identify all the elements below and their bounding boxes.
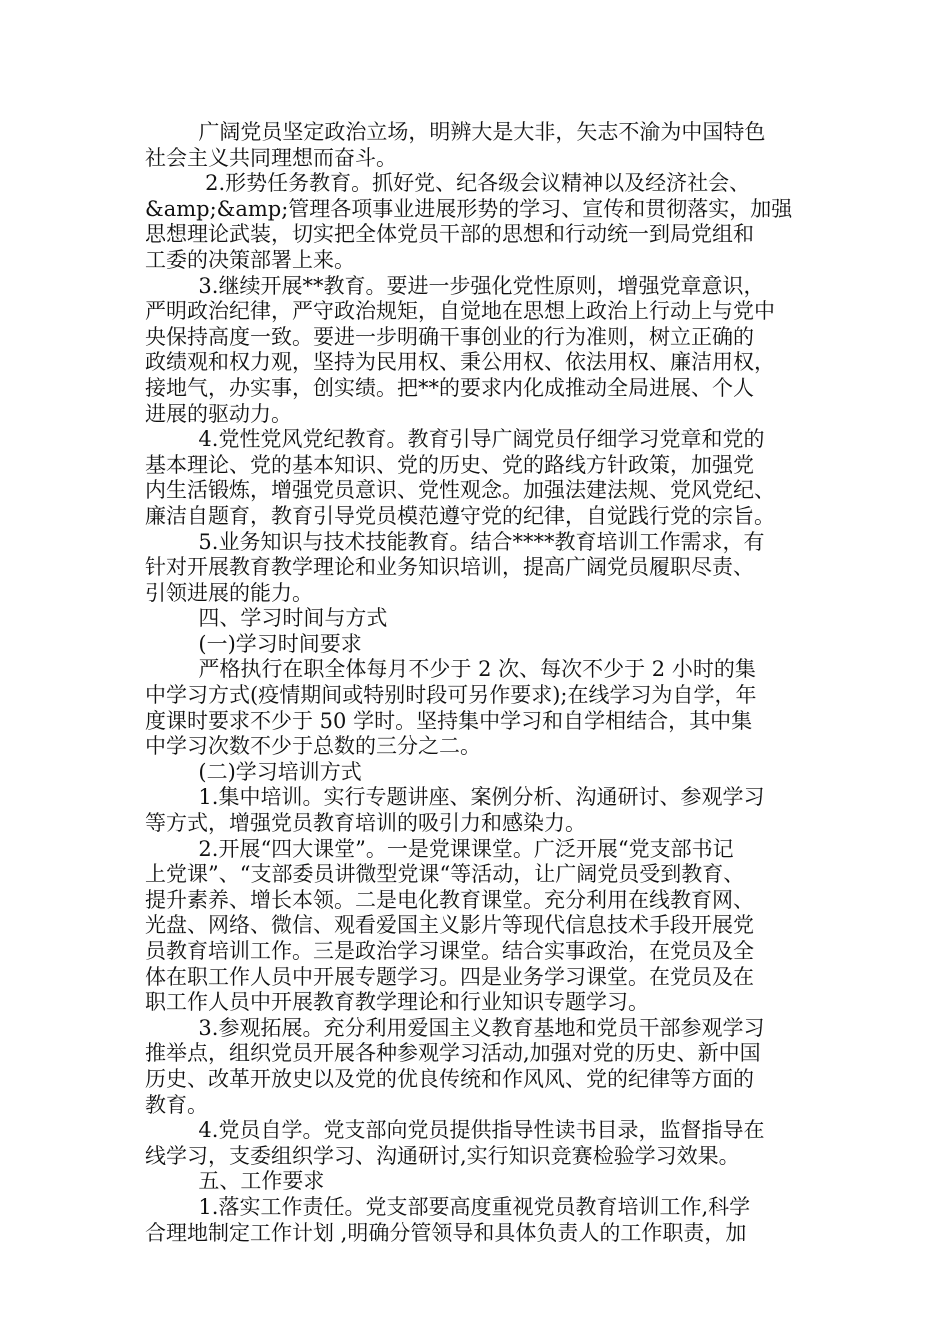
section-heading: 五、工作要求 <box>145 1169 325 1194</box>
text-line: 进展的驱动力。 <box>145 401 292 426</box>
text-line: 工委的决策部署上来。 <box>145 247 355 272</box>
text-line: 5.业务知识与技术技能教育。结合****教育培训工作需求，有 <box>145 529 765 554</box>
text-line: 基本理论、党的基本知识、党的历史、党的路线方针政策，加强党 <box>145 452 754 477</box>
text-line: 提升素养、增长本领。二是电化教育课堂。充分利用在线教育网、 <box>145 887 754 912</box>
text-line: 线学习，支委组织学习、沟通研讨,实行知识竞赛检验学习效果。 <box>145 1143 740 1168</box>
text-line: 合理地制定工作计划 ,明确分管领导和具体负责人的工作职责，加 <box>145 1220 747 1245</box>
section-heading: 四、学习时间与方式 <box>145 606 388 631</box>
text-line: 上党课”、“支部委员讲微型党课“等活动，让广阔党员受到教育、 <box>145 862 745 887</box>
text-line: 1.集中培训。实行专题讲座、案例分析、沟通研讨、参观学习 <box>145 785 765 810</box>
text-line: 光盘、网络、微信、观看爱国主义影片等现代信息技术手段开展党 <box>145 913 754 938</box>
text-line: 等方式，增强党员教育培训的吸引力和感染力。 <box>145 811 586 836</box>
text-line: 员教育培训工作。三是政治学习课堂。结合实事政治，在党员及全 <box>145 939 754 963</box>
text-line: 教育。 <box>145 1092 208 1117</box>
text-line: 引领进展的能力。 <box>145 580 313 605</box>
text-line: 广阔党员坚定政治立场，明辨大是大非，矢志不渝为中国特色 <box>145 120 766 144</box>
text-line: 职工作人员中开展教育教学理论和行业知识专题学习。 <box>145 990 649 1015</box>
text-line: 政绩观和权力观，坚持为民用权、秉公用权、依法用权、廉洁用权， <box>145 350 775 375</box>
subsection-heading: (一)学习时间要求 <box>145 631 362 656</box>
text-line: 社会主义共同理想而奋斗。 <box>145 145 397 170</box>
text-line: 历史、改革开放史以及党的优良传统和作风风、党的纪律等方面的 <box>145 1066 754 1091</box>
text-line: 接地气，办实事，创实绩。把**的要求内化成推动全局进展、个人 <box>145 375 754 400</box>
text-line: 推举点，组织党员开展各种参观学习活动,加强对党的历史、新中国 <box>145 1041 761 1066</box>
text-line: 4.党员自学。党支部向党员提供指导性读书目录，监督指导在 <box>145 1118 765 1143</box>
text-line: 严明政治纪律，严守政治规矩，自觉地在思想上政治上行动上与党中 <box>145 299 775 324</box>
text-line: 3.继续开展**教育。要进一步强化党性原则，增强党章意识， <box>145 273 765 298</box>
text-line: 央保持高度一致。要进一步明确干事创业的行为准则，树立正确的 <box>145 324 754 349</box>
text-line: 3.参观拓展。充分利用爱国主义教育基地和党员干部参观学习 <box>145 1015 765 1040</box>
text-line: &amp;&amp;管理各项事业进展形势的学习、宣传和贯彻落实，加强 <box>145 196 793 221</box>
text-line: 4.党性党风党纪教育。教育引导广阔党员仔细学习党章和党的 <box>145 427 765 452</box>
text-line: 2.开展“四大课堂”。一是党课课堂。广泛开展“党支部书记 <box>145 836 734 861</box>
text-line: 体在职工作人员中开展专题学习。四是业务学习课堂。在党员及在 <box>145 964 754 989</box>
text-line: 廉洁自题育，教育引导党员模范遵守党的纪律，自觉践行党的宗旨。 <box>145 503 775 528</box>
document-body <box>145 120 815 1246</box>
text-line: 内生活锻炼，增强党员意识、党性观念。加强法建法规、党风党纪、 <box>145 478 775 503</box>
text-line: 2.形势任务教育。抓好党、纪各级会议精神以及经济社会、 <box>145 171 751 196</box>
subsection-heading: (二)学习培训方式 <box>145 759 362 784</box>
text-line: 度课时要求不少于 50 学时。坚持集中学习和自学相结合，其中集 <box>145 708 753 733</box>
text-line: 思想理论武装，切实把全体党员干部的思想和行动统一到局党组和 <box>145 222 754 247</box>
text-line: 中学习次数不少于总数的三分之二。 <box>145 734 481 759</box>
text-line: 1.落实工作责任。党支部要高度重视党员教育培训工作,科学 <box>145 1194 751 1219</box>
text-line: 针对开展教育教学理论和业务知识培训，提高广阔党员履职尽责、 <box>145 555 754 580</box>
text-line: 严格执行在职全体每月不少于 2 次、每次不少于 2 小时的集 <box>145 657 756 682</box>
text-line: 中学习方式(疫情期间或特别时段可另作要求);在线学习为自学，年 <box>145 683 757 708</box>
